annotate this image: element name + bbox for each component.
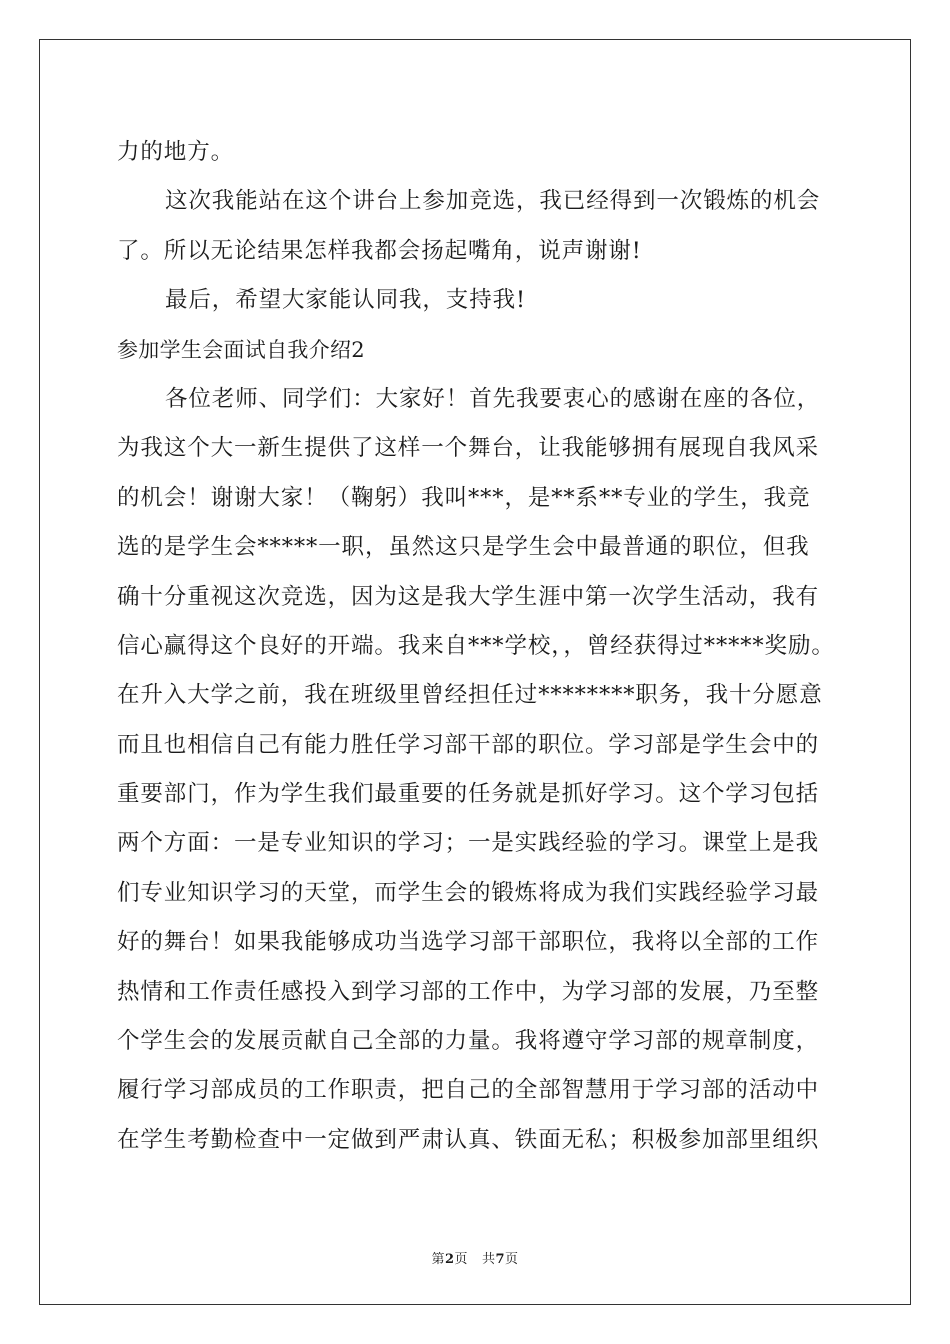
- text-line: 为我这个大一新生提供了这样一个舞台，让我能够拥有展现自我风采: [117, 435, 820, 462]
- text-line: 在学生考勤检查中一定做到严肃认真、铁面无私；积极参加部里组织: [117, 1126, 820, 1153]
- text-line: 力的地方。: [117, 139, 235, 165]
- text-line: 重要部门，作为学生我们最重要的任务就是抓好学习。这个学习包括: [117, 781, 820, 808]
- text-line: 的机会！谢谢大家！（鞠躬）我叫***，是**系**专业的学生，我竞: [117, 484, 811, 511]
- text-line: 而且也相信自己有能力胜任学习部干部的职位。学习部是学生会中的: [117, 731, 820, 758]
- page-suffix: 页: [454, 1252, 469, 1267]
- page-prefix: 第: [431, 1252, 445, 1267]
- text-line: 最后，希望大家能认同我，支持我!: [165, 287, 526, 314]
- text-line: 们专业知识学习的天堂，而学生会的锻炼将成为我们实践经验学习最: [117, 879, 820, 906]
- text-line: 信心赢得这个良好的开端。我来自***学校，，曾经获得过*****奖励。: [117, 632, 835, 659]
- text-line: 个学生会的发展贡献自己全部的力量。我将遵守学习部的规章制度，: [117, 1028, 820, 1055]
- text-line: 热情和工作责任感投入到学习部的工作中，为学习部的发展，乃至整: [117, 978, 820, 1005]
- section-heading: 参加学生会面试自我介绍2: [117, 337, 365, 362]
- total-prefix: 共: [481, 1252, 496, 1267]
- total-pages: 7: [495, 1252, 506, 1267]
- text-line: 两个方面：一是专业知识的学习；一是实践经验的学习。课堂上是我: [117, 830, 820, 857]
- page-number: 2: [444, 1252, 455, 1267]
- text-line: 这次我能站在这个讲台上参加竞选，我已经得到一次锻炼的机会: [165, 188, 821, 215]
- text-line: 选的是学生会*****一职，虽然这只是学生会中最普通的职位，但我: [117, 534, 810, 561]
- total-suffix: 页: [505, 1252, 519, 1267]
- document-body: [117, 128, 837, 1165]
- text-line: 了。所以无论结果怎样我都会扬起嘴角，说声谢谢!: [117, 237, 642, 264]
- text-line: 确十分重视这次竞选，因为这是我大学生涯中第一次学生活动，我有: [117, 583, 820, 610]
- page-footer: [0, 1248, 950, 1267]
- text-line: 各位老师、同学们：大家好！首先我要衷心的感谢在座的各位，: [165, 385, 821, 412]
- text-line: 好的舞台！如果我能够成功当选学习部干部职位，我将以全部的工作: [117, 929, 820, 956]
- text-line: 履行学习部成员的工作职责，把自己的全部智慧用于学习部的活动中: [117, 1077, 820, 1104]
- text-line: 在升入大学之前，我在班级里曾经担任过********职务，我十分愿意: [117, 682, 823, 709]
